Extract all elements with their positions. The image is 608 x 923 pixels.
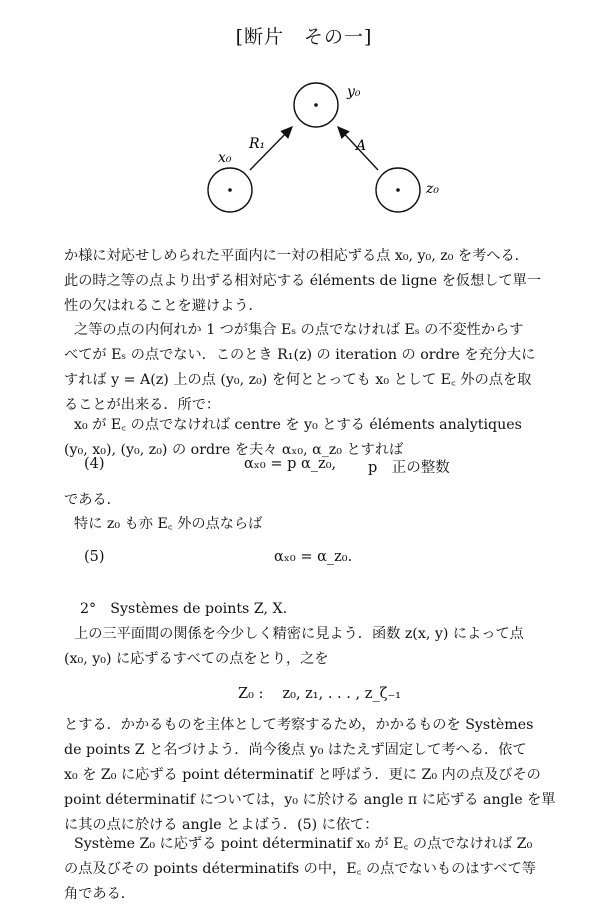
equation-5: αₓ₀ = α_z₀. (274, 549, 353, 565)
text-line: point déterminatif については，y₀ に於ける angle π に応ずる angle を單 (64, 792, 556, 808)
text-line: とする．かかるものを主体として考察するため，かかるものを Systèmes (64, 717, 534, 733)
text-line: de points Z と名づけよう．尚今後点 y₀ はたえず固定して考へる．依て (64, 742, 527, 758)
label-A: A (356, 138, 367, 154)
node-left (208, 168, 252, 212)
label-R1: R₁ (249, 136, 266, 152)
equation-z0: Z₀ : z₀, z₁, . . . , z_ζ₋₁ (238, 686, 401, 702)
equation-4: αₓ₀ = p α_z₀, (244, 456, 337, 472)
text-line: 性の欠はれることを避けよう． (64, 298, 263, 314)
section-heading: 2° Systèmes de points Z, X. (80, 601, 288, 617)
text-line: x₀ が E꜀ の点でなければ centre を y₀ とする éléments analytiques (74, 417, 522, 433)
paragraph-7 (64, 713, 564, 838)
text-line: (y₀, x₀), (y₀, z₀) の ordre を夫々 αₓ₀, α_z₀ とすれば (64, 442, 404, 458)
equation-4-note: p 正の整数 (368, 460, 450, 476)
text-line: x₀ を Z₀ に応ずる point déterminatif と呼ばう．更に Z₀ 内の点及びその (64, 767, 541, 783)
paragraph-8 (64, 832, 564, 907)
text-line: に其の点に於ける angle とよばう．(5) に依て： (64, 817, 379, 833)
paragraph-1 (64, 244, 564, 319)
page-heading: [断片 その一] (235, 26, 373, 48)
label-y0: y₀ (347, 84, 361, 100)
paragraph-6 (64, 622, 564, 672)
node-top (294, 83, 338, 127)
node-right (376, 168, 420, 212)
equation-number-5: (5) (84, 549, 105, 565)
text-line: 之等の点の内何れか 1 つが集合 Eₛ の点でなければ Eₛ の不変性からす (74, 322, 524, 338)
paragraph-5: 特に z₀ も亦 E꜀ 外の点ならば (74, 516, 263, 532)
text-line: べてが Eₛ の点でない．このとき R₁(z) の iteration の ordre を充分大に (64, 347, 536, 363)
text-line: ることが出来る．所で： (64, 397, 221, 413)
paragraph-2 (64, 318, 564, 418)
text-line: 此の時之等の点より出ずる相対応する éléments de ligne を仮想して單一 (64, 273, 542, 289)
text-line: Système Z₀ に応ずる point déterminatif x₀ が E꜀ の点でなければ Z₀ (74, 836, 533, 852)
equation-number-4: (4) (84, 456, 105, 472)
text-line: か様に対応せしめられた平面内に一対の相応ずる点 x₀, y₀, z₀ を考へる． (64, 248, 529, 264)
label-x0: x₀ (218, 150, 232, 166)
label-z0: z₀ (426, 181, 439, 197)
paragraph-4: である． (64, 492, 121, 508)
three-plane-diagram (0, 0, 608, 240)
text-line: の点及びその points déterminatifs の中，E꜀ の点でないものはすべて等 (64, 861, 536, 877)
text-line: すれば y = A(z) 上の点 (y₀, z₀) を何ととっても x₀ として E꜀ 外の点を取 (64, 372, 532, 388)
text-line: 角である． (64, 886, 135, 902)
text-line: 上の三平面間の関係を今少しく精密に見よう．函数 z(x, y) によって点 (74, 626, 524, 642)
text-line: (x₀, y₀) に応ずるすべての点をとり，之を (64, 651, 329, 667)
